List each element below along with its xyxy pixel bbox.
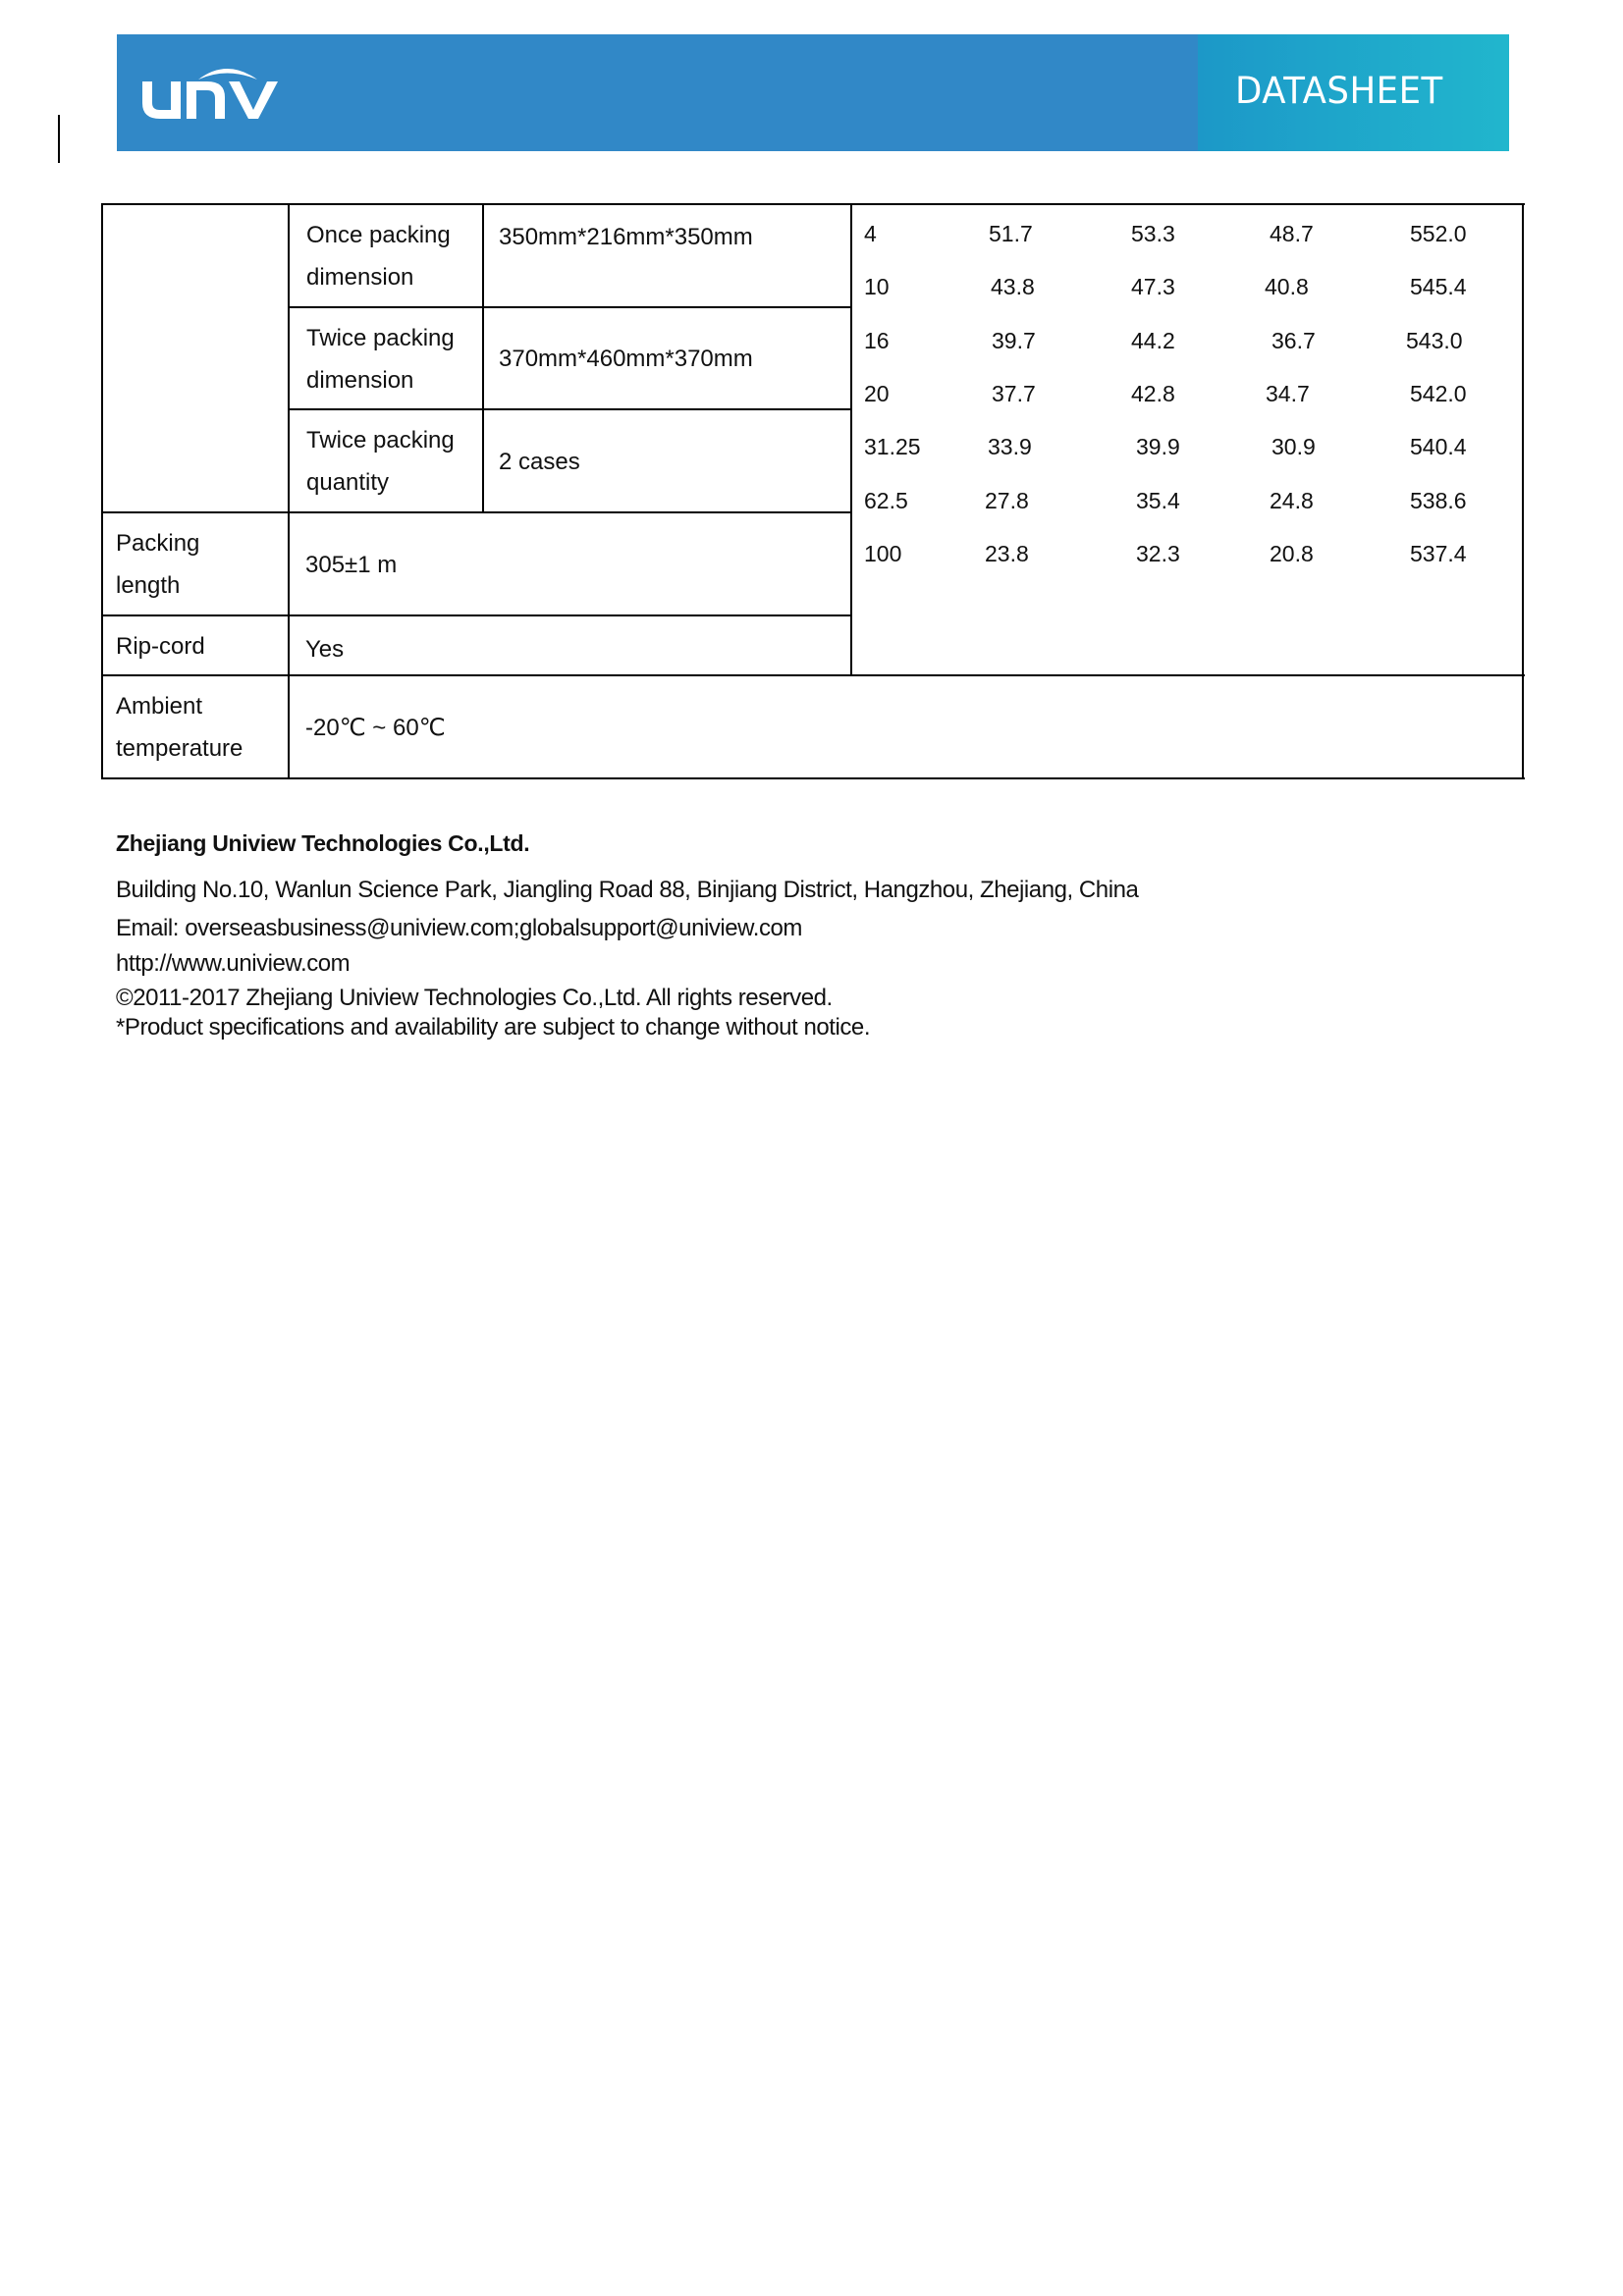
attenuation-value-cell: 23.8 [985,540,1029,566]
spec-value-twice-packing-quantity [499,410,848,512]
attenuation-value-cell: 20.8 [1270,540,1314,566]
value-text: Yes [305,635,345,663]
spec-label-once-packing-dimension [306,205,481,307]
spec-value-ambient-temperature [305,676,1484,778]
attenuation-frequency-cell: 10 [864,274,890,300]
attenuation-value-cell: 39.9 [1136,434,1180,460]
attenuation-value-cell: 542.0 [1410,380,1467,406]
attenuation-frequency-cell: 100 [864,540,902,566]
header-banner [117,34,1509,151]
attenuation-value-cell: 537.4 [1410,540,1467,566]
value-text: 370mm*460mm*370mm [499,346,753,372]
copyright-notice: ©2011-2017 Zhejiang Uniview Technologies Co.,Ltd. All rights reserved. [116,985,833,1011]
value-text: 305±1 m [305,551,398,578]
spec-label-ambient-temperature [116,676,287,778]
attenuation-value-cell: 545.4 [1410,274,1467,300]
attenuation-value-cell: 42.8 [1131,380,1175,406]
label-line: Packing [116,530,200,557]
table-border-left [101,203,103,779]
attenuation-value-cell: 36.7 [1271,327,1316,353]
attenuation-value-cell: 51.7 [989,221,1033,246]
attenuation-frequency-cell: 16 [864,327,890,353]
company-email[interactable]: Email: overseasbusiness@uniview.com;globalsupport@uniview.com [116,915,802,941]
value-text: 2 cases [499,448,580,475]
label-line: length [116,572,181,599]
column-divider [288,203,290,779]
label-line: temperature [116,735,243,762]
spec-value-twice-packing-dimension [499,308,848,409]
attenuation-value-cell: 538.6 [1410,487,1467,513]
company-name: Zhejiang Uniview Technologies Co.,Ltd. [116,830,530,856]
label-line: Once packing [306,222,451,248]
company-address: Building No.10, Wanlun Science Park, Jiangling Road 88, Binjiang District, Hangzhou, Zhejiang, China [116,877,1139,903]
spec-label-twice-packing-dimension [306,308,481,409]
spec-value-once-packing-dimension [499,216,848,306]
spec-value-rip-cord [305,620,849,677]
attenuation-value-cell: 540.4 [1410,434,1467,460]
attenuation-value-cell: 40.8 [1265,274,1309,300]
attenuation-frequency-cell: 62.5 [864,487,908,513]
spec-label-rip-cord [116,616,287,675]
attenuation-value-cell: 33.9 [988,434,1032,460]
attenuation-value-cell: 37.7 [992,380,1036,406]
attenuation-value-cell: 44.2 [1131,327,1175,353]
value-text: -20℃ ~ 60℃ [305,714,446,741]
attenuation-value-cell: 35.4 [1136,487,1180,513]
attenuation-value-cell: 53.3 [1131,221,1175,246]
label-line: quantity [306,469,390,496]
attenuation-value-cell: 32.3 [1136,540,1180,566]
attenuation-value-cell: 552.0 [1410,221,1467,246]
column-divider [482,203,484,512]
spec-label-twice-packing-quantity [306,410,481,512]
table-border-right [1522,203,1524,779]
company-website-link[interactable]: http://www.uniview.com [116,950,351,977]
attenuation-value-cell: 47.3 [1131,274,1175,300]
attenuation-value-cell: 24.8 [1270,487,1314,513]
attenuation-value-cell: 48.7 [1270,221,1314,246]
uniview-logo [141,58,289,119]
label-line: Twice packing [306,427,455,454]
text-cursor [58,115,60,163]
attenuation-value-cell: 43.8 [991,274,1035,300]
spec-value-packing-length [305,513,849,615]
label-line: Twice packing [306,324,455,351]
label-line: dimension [306,366,414,394]
spec-label-packing-length [116,513,287,615]
attenuation-value-cell: 27.8 [985,487,1029,513]
attenuation-frequency-cell: 20 [864,380,890,406]
value-text: 350mm*216mm*350mm [499,224,753,250]
attenuation-value-cell: 543.0 [1406,327,1463,353]
disclaimer: *Product specifications and availability are subject to change without notice. [116,1014,871,1041]
attenuation-frequency-cell: 4 [864,221,877,246]
column-divider [850,203,852,676]
attenuation-value-cell: 30.9 [1271,434,1316,460]
label-line: Ambient [116,693,203,720]
attenuation-frequency-cell: 31.25 [864,434,921,460]
label-line: dimension [306,264,414,291]
attenuation-value-cell: 34.7 [1266,380,1310,406]
label-line: Rip-cord [116,632,205,660]
document-title: DATASHEET [1235,70,1443,112]
attenuation-value-cell: 39.7 [992,327,1036,353]
